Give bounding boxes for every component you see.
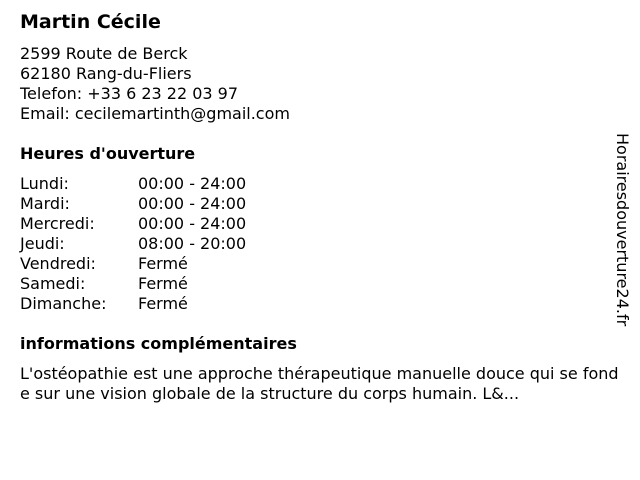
- additional-info-text: L'ostéopathie est une approche thérapeutique manuelle douce qui se fonde sur une vision globale de la structure du corps humain. L&...: [20, 364, 619, 403]
- day-label: Dimanche:: [20, 294, 107, 313]
- additional-info-heading: informations complémentaires: [20, 334, 297, 353]
- day-label: Lundi:: [20, 174, 69, 193]
- opening-hours-heading: Heures d'ouverture: [20, 144, 196, 163]
- contact-block: [20, 44, 290, 124]
- address-street: 2599 Route de Berck: [20, 44, 188, 63]
- hours-row-thursday: [20, 234, 246, 254]
- hours-value: 00:00 - 24:00: [138, 214, 247, 233]
- hours-row-monday: [20, 174, 246, 194]
- site-watermark: Horairesdouverture24.fr: [613, 133, 632, 327]
- hours-value: Fermé: [138, 254, 188, 273]
- hours-row-friday: [20, 254, 246, 274]
- hours-value: 08:00 - 20:00: [138, 234, 247, 253]
- business-name: Martin Cécile: [20, 11, 161, 33]
- phone-number: Telefon: +33 6 23 22 03 97: [20, 84, 239, 103]
- hours-value: Fermé: [138, 274, 188, 293]
- day-label: Mercredi:: [20, 214, 95, 233]
- day-label: Samedi:: [20, 274, 86, 293]
- hours-row-saturday: [20, 274, 246, 294]
- hours-row-tuesday: [20, 194, 246, 214]
- day-label: Mardi:: [20, 194, 70, 213]
- hours-row-wednesday: [20, 214, 246, 234]
- hours-value: 00:00 - 24:00: [138, 194, 247, 213]
- day-label: Vendredi:: [20, 254, 96, 273]
- day-label: Jeudi:: [20, 234, 65, 253]
- hours-value: 00:00 - 24:00: [138, 174, 247, 193]
- address-city: 62180 Rang-du-Fliers: [20, 64, 192, 83]
- hours-row-sunday: [20, 294, 246, 314]
- email-address: Email: cecilemartinth@gmail.com: [20, 104, 290, 123]
- hours-value: Fermé: [138, 294, 188, 313]
- opening-hours-list: [20, 174, 246, 314]
